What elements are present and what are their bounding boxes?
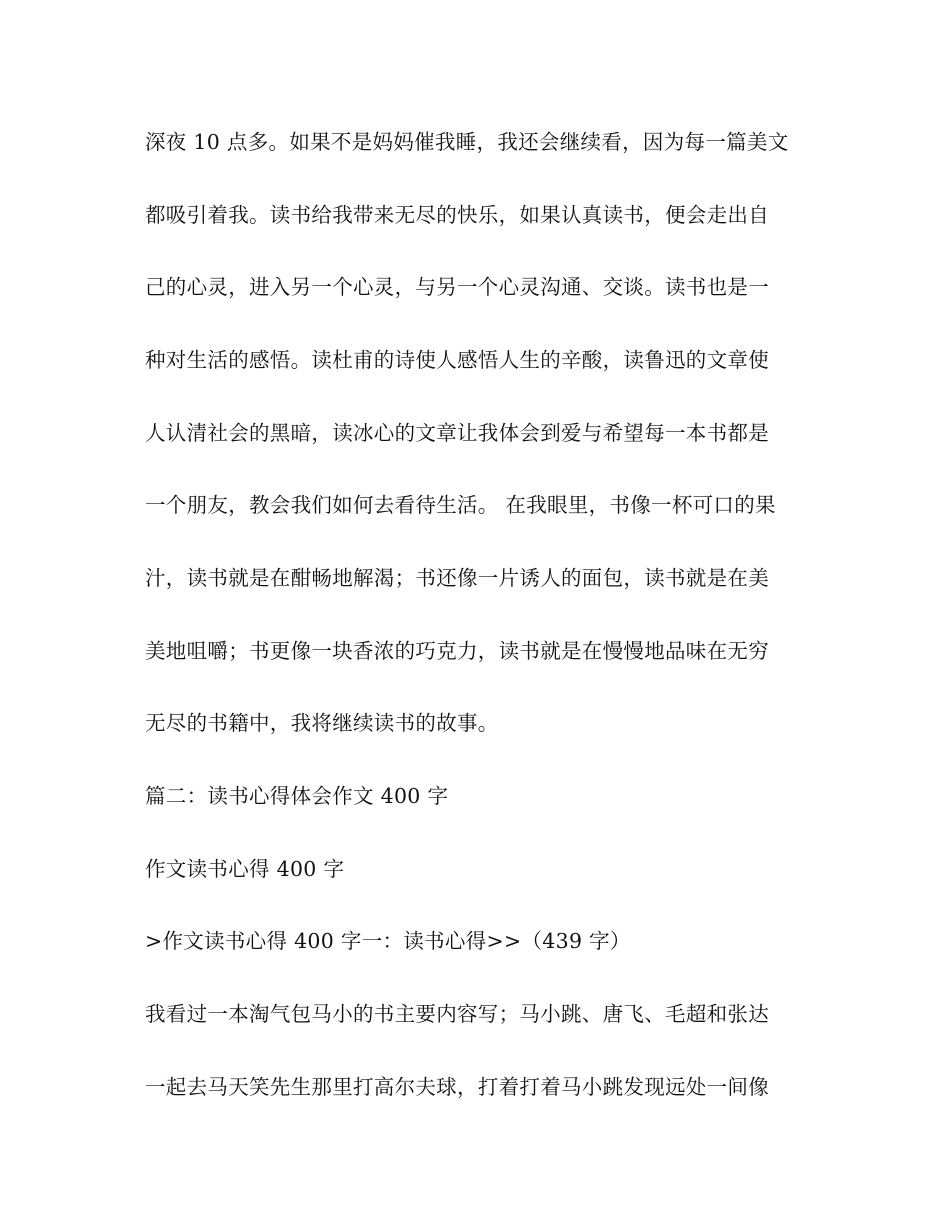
article-subtitle: >作文读书心得 400 字一：读书心得>>（439 字） bbox=[145, 929, 631, 953]
paragraph-line: 人认清社会的黑暗，读冰心的文章让我体会到爱与希望每一本书都是 bbox=[145, 421, 769, 445]
paragraph-line: 一起去马天笑先生那里打高尔夫球，打着打着马小跳发现远处一间像 bbox=[145, 1075, 769, 1099]
paragraph-line: 一个朋友，教会我们如何去看待生活。 在我眼里，书像一杯可口的果 bbox=[145, 493, 776, 517]
paragraph-line: 我看过一本淘气包马小的书主要内容写；马小跳、唐飞、毛超和张达 bbox=[145, 1002, 769, 1026]
paragraph-line: 都吸引着我。读书给我带来无尽的快乐，如果认真读书，便会走出自 bbox=[145, 203, 769, 227]
paragraph-line: 美地咀嚼；书更像一块香浓的巧克力，读书就是在慢慢地品味在无穷 bbox=[145, 639, 769, 663]
paragraph-line: 深夜 10 点多。如果不是妈妈催我睡，我还会继续看，因为每一篇美文 bbox=[145, 130, 789, 154]
paragraph-line: 汁，读书就是在酣畅地解渴；书还像一片诱人的面包，读书就是在美 bbox=[145, 566, 769, 590]
article-title: 作文读书心得 400 字 bbox=[145, 857, 345, 881]
paragraph-line: 无尽的书籍中，我将继续读书的故事。 bbox=[145, 711, 499, 735]
paragraph-line: 种对生活的感悟。读杜甫的诗使人感悟人生的辛酸，读鲁迅的文章使 bbox=[145, 348, 769, 372]
paragraph-line: 己的心灵，进入另一个心灵，与另一个心灵沟通、交谈。读书也是一 bbox=[145, 275, 769, 299]
section-heading: 篇二：读书心得体会作文 400 字 bbox=[145, 784, 449, 808]
